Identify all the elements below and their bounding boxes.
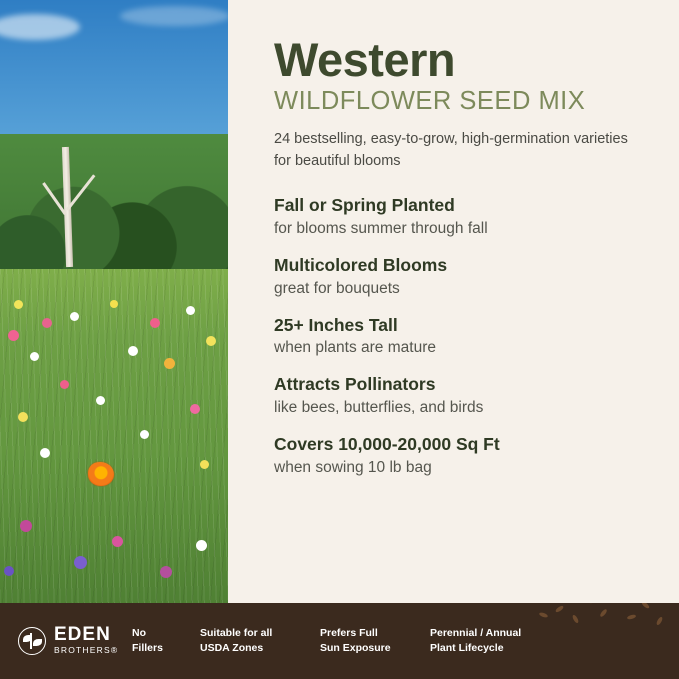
flower (200, 460, 209, 469)
grass-texture (0, 269, 228, 611)
product-description: 24 bestselling, easy-to-grow, high-germination varieties for beautiful blooms (274, 131, 628, 170)
footer-content (0, 603, 679, 679)
product-subtitle: WILDFLOWER SEED MIX (274, 87, 586, 115)
flower (20, 520, 32, 532)
feature-heading: Attracts Pollinators (274, 374, 436, 395)
flower (196, 540, 207, 551)
footer-item-lifecycle (430, 626, 570, 656)
footer-item-line1: No (132, 626, 146, 639)
footer-item-line2: USDA Zones (200, 642, 264, 654)
seedling-icon (18, 627, 46, 655)
footer-item-line1: Suitable for all (200, 626, 273, 639)
flower (8, 330, 19, 341)
flower (190, 404, 200, 414)
footer-item-line2: Plant Lifecycle (430, 642, 504, 654)
brand-name-line2: BROTHERS® (54, 645, 119, 656)
brand-wordmark (54, 625, 118, 657)
flower (164, 358, 175, 369)
brand-logo (0, 625, 132, 657)
flower (96, 396, 105, 405)
flower (206, 336, 216, 346)
product-title: Western (274, 33, 456, 86)
feature-heading: Covers 10,000-20,000 Sq Ft (274, 434, 500, 455)
flower (112, 536, 123, 547)
wildflower-meadow-photo (0, 0, 228, 611)
flower (42, 318, 52, 328)
feature-item (274, 315, 653, 360)
flower (70, 312, 79, 321)
feature-heading: Fall or Spring Planted (274, 194, 455, 215)
footer-item-line1: Perennial / Annual (430, 626, 522, 639)
flower (40, 448, 50, 458)
footer-item-zones (200, 626, 320, 656)
orange-poppy (88, 462, 114, 486)
footer-item-line2: Sun Exposure (320, 642, 391, 654)
flower (186, 306, 195, 315)
flower (18, 412, 28, 422)
flower (128, 346, 138, 356)
feature-subtext: great for bouquets (274, 279, 400, 297)
flower (30, 352, 39, 361)
footer-item-line2: Fillers (132, 642, 163, 654)
flower (14, 300, 23, 309)
feature-heading: Multicolored Blooms (274, 254, 448, 275)
footer-item-sun (320, 626, 430, 656)
flower (110, 300, 118, 308)
feature-subtext: for blooms summer through fall (274, 219, 488, 237)
footer-item-fillers (132, 626, 200, 656)
product-details-panel (228, 0, 679, 611)
feature-subtext: like bees, butterflies, and birds (274, 399, 484, 417)
feature-item (274, 255, 653, 300)
brand-name-line1: EDEN (54, 624, 111, 646)
feature-item (274, 374, 653, 419)
footer-bar (0, 603, 679, 679)
feature-subtext: when sowing 10 lb bag (274, 459, 432, 476)
footer-item-line1: Prefers Full (320, 626, 378, 639)
feature-heading: 25+ Inches Tall (274, 314, 398, 335)
feature-item (274, 195, 653, 240)
feature-subtext: when plants are mature (274, 339, 436, 357)
flower (160, 566, 172, 578)
flower (60, 380, 69, 389)
flower (150, 318, 160, 328)
flower (74, 556, 87, 569)
flower (4, 566, 14, 576)
flower (140, 430, 149, 439)
cloud (120, 6, 228, 26)
feature-item (274, 434, 653, 479)
